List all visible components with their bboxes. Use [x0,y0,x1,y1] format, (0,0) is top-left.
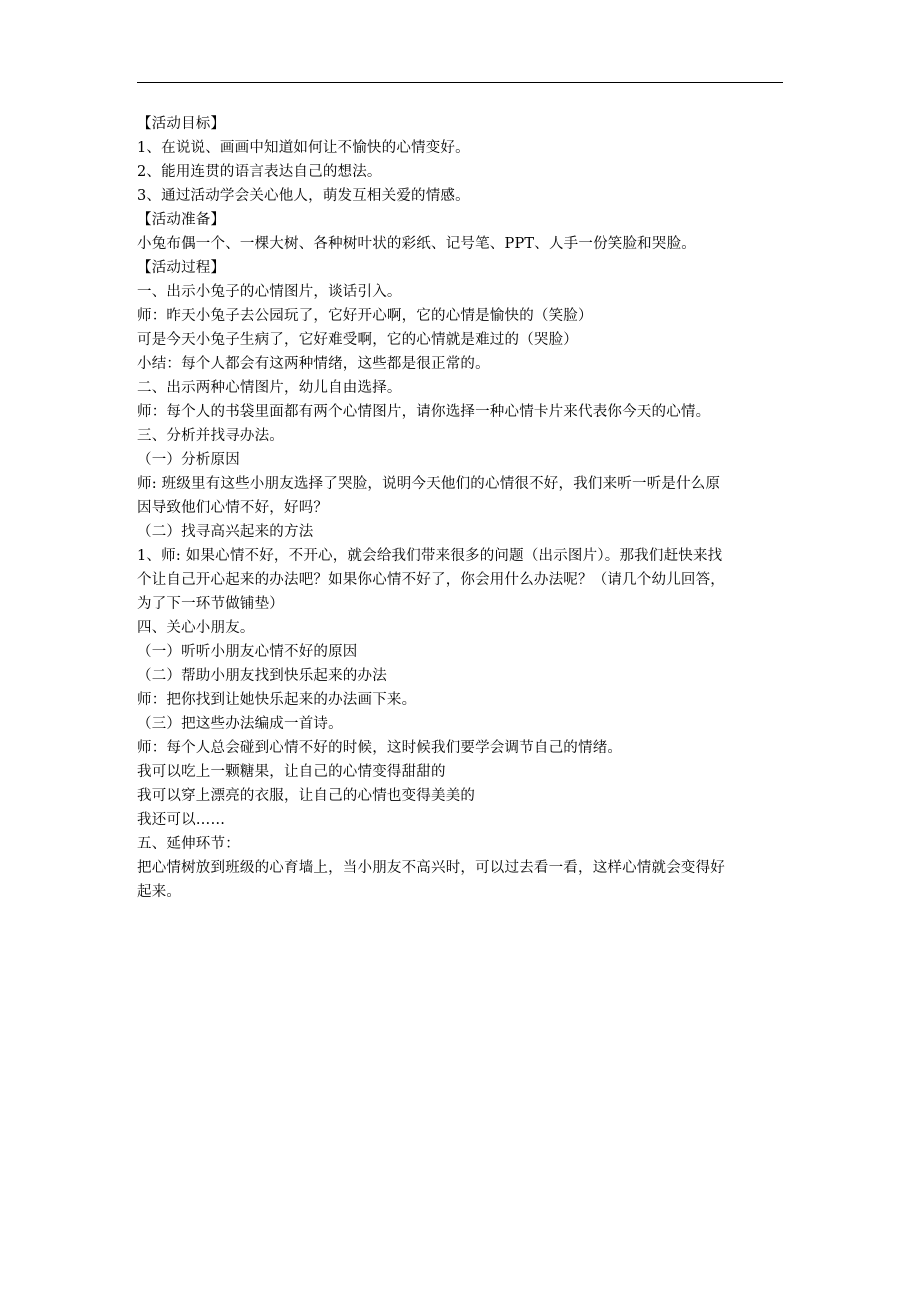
process-step-2-heading: 二、出示两种心情图片，幼儿自由选择。 [137,380,402,396]
paragraph-line: 起来。 [137,884,182,900]
paragraph-line: 师：每个人总会碰到心情不好的时候，这时候我们要学会调节自己的情绪。 [137,740,623,756]
section-heading-preparation: 【活动准备】 [137,212,226,228]
paragraph-line: 师：昨天小兔子去公园玩了，它好开心啊，它的心情是愉快的（笑脸） [137,308,593,324]
poem-line: 我还可以…… [137,812,226,828]
sub-heading: （二）找寻高兴起来的方法 [137,524,314,540]
process-step-5-heading: 五、延伸环节： [137,836,240,852]
sub-heading: （一）分析原因 [137,452,240,468]
goal-item-3: 3、通过活动学会关心他人，萌发互相关爱的情感。 [137,188,470,204]
paragraph-line: 1、师: 如果心情不好，不开心，就会给我们带来很多的问题（出示图片）。那我们赶快来找 [137,548,723,564]
paragraph-line: 为了下一环节做铺垫） [137,596,284,612]
paragraph-line: 把心情树放到班级的心育墙上，当小朋友不高兴时，可以过去看一看，这样心情就会变得好 [137,860,725,876]
paragraph-line: 因导致他们心情不好，好吗？ [137,500,329,516]
process-step-3-heading: 三、分析并找寻办法。 [137,428,284,444]
goal-item-2: 2、能用连贯的语言表达自己的想法。 [137,164,382,180]
poem-line: 我可以穿上漂亮的衣服，让自己的心情也变得美美的 [137,788,476,804]
section-heading-process: 【活动过程】 [137,260,226,276]
process-step-4-heading: 四、关心小朋友。 [137,620,255,636]
sub-heading: （二）帮助小朋友找到快乐起来的办法 [137,668,387,684]
poem-line: 我可以吃上一颗糖果，让自己的心情变得甜甜的 [137,764,446,780]
goal-item-1: 1、在说说、画画中知道如何让不愉快的心情变好。 [137,140,470,156]
document-body [137,112,797,904]
paragraph-line: 师: 班级里有这些小朋友选择了哭脸，说明今天他们的心情很不好，我们来听一听是什么原 [137,476,721,492]
preparation-text: 小兔布偶一个、一棵大树、各种树叶状的彩纸、记号笔、PPT、人手一份笑脸和哭脸。 [137,236,696,252]
paragraph-line: 师：把你找到让她快乐起来的办法画下来。 [137,692,417,708]
paragraph-line: 师：每个人的书袋里面都有两个心情图片，请你选择一种心情卡片来代表你今天的心情。 [137,404,711,420]
section-heading-goals: 【活动目标】 [137,116,226,132]
paragraph-line: 可是今天小兔子生病了，它好难受啊，它的心情就是难过的（哭脸） [137,332,578,348]
process-step-1-heading: 一、出示小兔子的心情图片，谈话引入。 [137,284,402,300]
header-rule [137,82,783,83]
paragraph-line: 个让自己开心起来的办法吧？如果你心情不好了，你会用什么办法呢？（请几个幼儿回答， [137,572,725,588]
sub-heading: （三）把这些办法编成一首诗。 [137,716,343,732]
sub-heading: （一）听听小朋友心情不好的原因 [137,644,358,660]
paragraph-line: 小结：每个人都会有这两种情绪，这些都是很正常的。 [137,356,490,372]
